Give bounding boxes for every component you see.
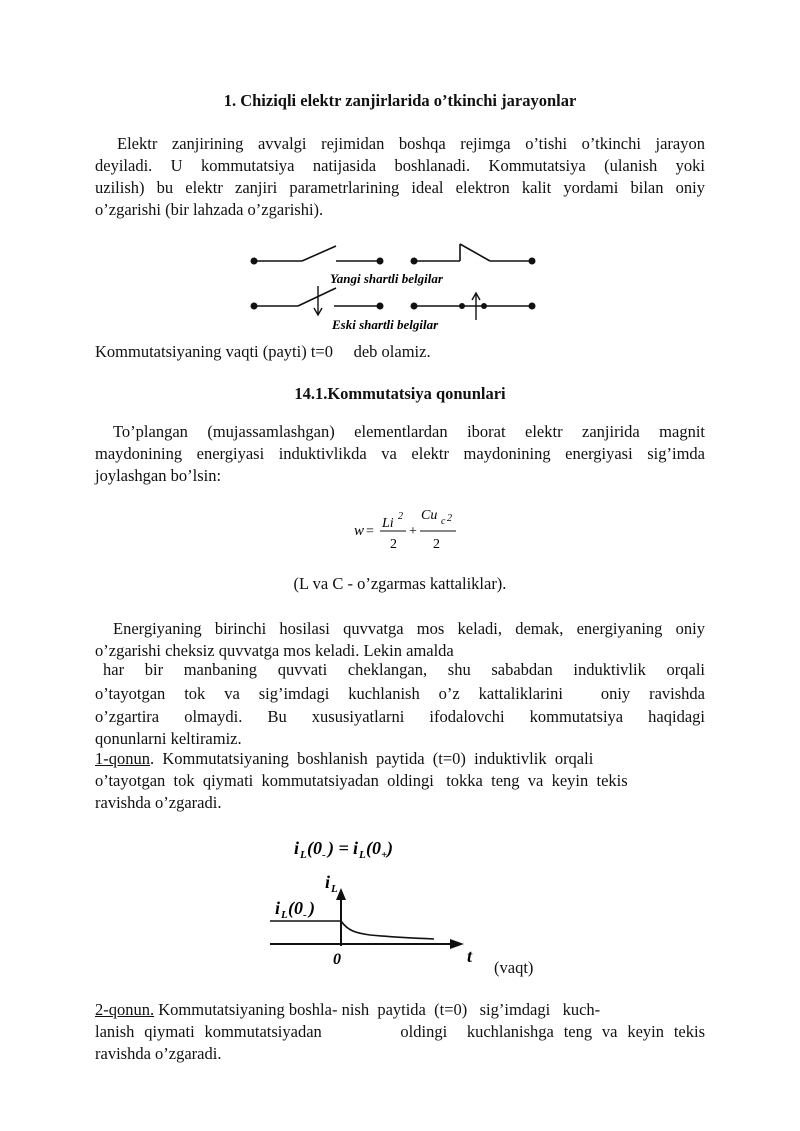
- graph-eq-right: i: [353, 838, 359, 858]
- new-open-switch-symbol: [251, 246, 384, 265]
- law1-line-1-text: . Kommutatsiyaning boshlanish paytida (t=0) induktivlik orqali: [150, 749, 594, 768]
- law1-label: 1-qonun: [95, 749, 150, 768]
- para2-line-1: Energiyaning birinchi hosilasi quvvatga mos keladi, demak, energiyaning oniy: [113, 619, 705, 638]
- formula-plus: +: [409, 524, 417, 539]
- current-continuity-graph: [270, 828, 560, 978]
- graph-eq-right-sub: L: [359, 849, 366, 861]
- para2-line-2: o’zgarishi cheksiz quvvatga mos keladi. Lekin amalda: [95, 641, 454, 660]
- formula-eq: =: [366, 524, 374, 539]
- para1-line-3: joylashgan bo’lsin:: [95, 466, 222, 485]
- graph-eq-right-argsub: +: [381, 849, 388, 861]
- graph-eq-mid: ) =: [328, 838, 354, 858]
- intro-line-4: o’zgarishi (bir lahzada o’zgarishi).: [95, 200, 324, 219]
- graph-eq-left-arg: (0: [307, 838, 322, 858]
- new-closed-switch-symbol: [411, 244, 536, 265]
- para2-line-3: har bir manbaning quvvati cheklangan, shu sababdan induktivlik orqali: [103, 660, 705, 679]
- law2-line-3: ravishda o’zgaradi.: [95, 1044, 222, 1063]
- intro-line-2: deyiladi. U kommutatsiya natijasida boshlanadi. Kommutatsiya (ulanish yoki: [95, 156, 705, 175]
- old-open-switch-symbol: [251, 286, 384, 315]
- graph-time-note: (vaqt): [494, 958, 534, 977]
- energy-formula: [340, 500, 470, 558]
- graph-x-label: t: [467, 946, 473, 966]
- law1-line-3: ravishda o’zgaradi.: [95, 793, 222, 812]
- formula-den2: 2: [433, 537, 440, 552]
- para1-line-1: To’plangan (mujassamlashgan) elementlardan iborat elektr zanjirida magnit: [113, 422, 705, 441]
- para1-line-2: maydonining energiyasi induktivlikda va elektr maydonining energiyasi sig’imda: [95, 444, 705, 463]
- para2-line-5: o’zgartira olmaydi. Bu xususiyatlarni ifodalovchi kommutatsiya haqidagi: [95, 707, 705, 726]
- law2-line-1-text: Kommutatsiyaning boshla- nish paytida (t=0) sig’imdagi kuch-: [154, 1000, 601, 1019]
- old-symbols-label: Eski shartli belgilar: [332, 317, 439, 332]
- formula-num2: Cu: [421, 508, 438, 523]
- para2-line-4: o’tayotgan tok va sig’imdagi kuchlanish o’z kattaliklarini oniy ravishda: [95, 684, 705, 703]
- graph-init-label-arg: (0: [288, 898, 303, 918]
- graph-eq-left: i: [294, 838, 300, 858]
- graph-eq-left-sub: L: [300, 849, 307, 861]
- intro-line-1: Elektr zanjirining avvalgi rejimidan boshqa rejimga o’tishi o’tkinchi jarayon: [117, 134, 705, 153]
- switch-symbols-figure: [240, 236, 550, 336]
- formula-num1: Li: [382, 516, 394, 531]
- old-closed-switch-symbol: [411, 293, 536, 320]
- graph-y-label-sub: L: [331, 883, 338, 895]
- page-title: 1. Chiziqli elektr zanjirlarida o’tkinchi jarayonlar: [223, 91, 577, 110]
- formula-exp1: 2: [398, 511, 403, 522]
- law1-line-1: [95, 748, 705, 770]
- graph-decay-curve: [341, 921, 434, 939]
- new-symbols-label: Yangi shartli belgilar: [330, 271, 443, 286]
- section-title: 14.1.Kommutatsiya qonunlari: [294, 384, 506, 403]
- graph-y-label: i: [325, 872, 331, 892]
- formula-den1: 2: [390, 537, 397, 552]
- graph-init-label-argsub: -: [303, 909, 307, 921]
- graph-eq-end: ): [387, 838, 393, 858]
- law2-line-2: lanish qiymati kommutatsiyadan oldingi kuchlanishga teng va keyin tekis: [95, 1022, 705, 1041]
- graph-eq-left-argsub: -: [322, 849, 326, 861]
- graph-origin: 0: [333, 951, 341, 968]
- constants-note: (L va C - o’zgarmas kattaliklar).: [293, 574, 507, 593]
- formula-lhs: w: [354, 523, 365, 539]
- para2-line-6: qonunlarni keltiramiz.: [95, 729, 242, 748]
- formula-exp2: 2: [447, 513, 452, 524]
- formula-sub2: c: [441, 516, 446, 527]
- intro-line-3: uzilish) bu elektr zanjiri parametrlarining ideal elektron kalit yordami bilan oniy: [95, 178, 705, 197]
- graph-eq-right-arg: (0: [366, 838, 381, 858]
- law1-line-2: o’tayotgan tok qiymati kommutatsiyadan oldingi tokka teng va keyin tekis: [95, 771, 628, 790]
- graph-x-arrow: [450, 939, 464, 949]
- law2-label: 2-qonun.: [95, 1000, 155, 1019]
- graph-init-label-end: ): [309, 898, 315, 918]
- graph-init-label: i: [275, 898, 281, 918]
- graph-init-label-sub: L: [281, 909, 288, 921]
- commutation-time-line: Kommutatsiyaning vaqti (payti) t=0 deb olamiz.: [95, 342, 431, 361]
- law2-line-1: [95, 999, 705, 1021]
